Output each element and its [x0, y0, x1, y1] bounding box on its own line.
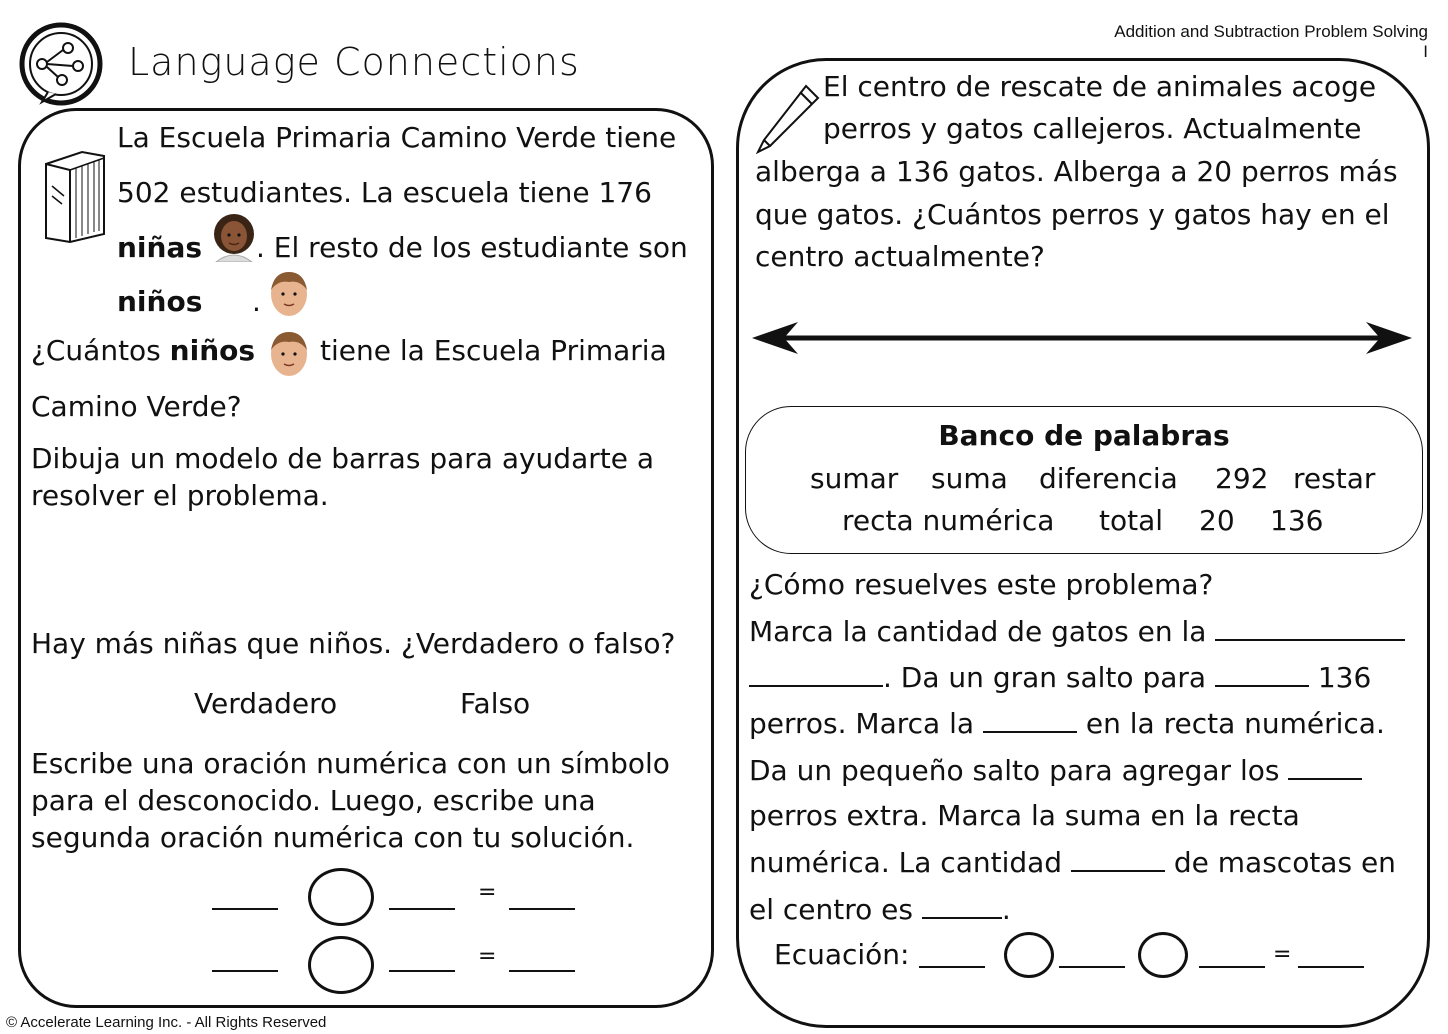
equation-1-symbol-circle[interactable]: [308, 868, 374, 926]
equation-1-blank-c[interactable]: [509, 908, 575, 910]
boy-icon-question: [266, 328, 312, 380]
equation-2-blank-a[interactable]: [212, 970, 278, 972]
equation-label: Ecuación:: [774, 938, 910, 971]
problem-line-1: La Escuela Primaria Camino Verde tiene: [117, 121, 677, 154]
word-bank-item: 292: [1215, 462, 1269, 495]
steps-line-5: perros extra. Marca la suma en la recta: [749, 799, 1300, 832]
steps-line-1: [749, 613, 1405, 650]
true-false-question: Hay más niñas que niños. ¿Verdadero o falso?: [31, 627, 676, 660]
right-problem-line-2: perros y gatos callejeros. Actualmente: [823, 112, 1362, 145]
true-option[interactable]: Verdadero: [194, 687, 338, 720]
right-equation-blank-b[interactable]: [1059, 966, 1125, 968]
problem-line-4-period: .: [252, 285, 261, 318]
how-solve-title: ¿Cómo resuelves este problema?: [749, 568, 1214, 601]
steps-line-4: [749, 752, 1362, 789]
right-problem-line-1: El centro de rescate de animales acoge: [823, 70, 1377, 103]
steps-line-2-text: . Da un gran salto para: [883, 661, 1207, 694]
word-bank-item: sumar: [810, 462, 899, 495]
right-equation-circle-2[interactable]: [1138, 932, 1188, 978]
steps-line-6: [749, 844, 1396, 881]
steps-line-1-text: Marca la cantidad de gatos en la: [749, 615, 1207, 648]
write-instruction-2: para el desconocido. Luego, escribe una: [31, 784, 596, 817]
word-bank-item: 20: [1199, 504, 1235, 537]
question-line-1-end: tiene la Escuela Primaria: [320, 334, 667, 367]
steps-line-4-text: Da un pequeño salto para agregar los: [749, 754, 1280, 787]
boy-icon: [266, 268, 312, 320]
problem-line-2: 502 estudiantes. La escuela tiene 176: [117, 176, 652, 209]
blank-1[interactable]: [1215, 613, 1405, 641]
problem-line-3: [117, 230, 202, 266]
word-bank-item: total: [1099, 504, 1164, 537]
language-connections-logo-icon: [18, 22, 104, 108]
right-problem-line-4: que gatos. ¿Cuántos perros y gatos hay en el: [755, 198, 1390, 231]
steps-line-6-text: numérica. La cantidad: [749, 846, 1063, 879]
right-equation-equals: =: [1273, 942, 1292, 967]
draw-instruction-1: Dibuja un modelo de barras para ayudarte a: [31, 442, 654, 475]
steps-line-7-text: el centro es: [749, 893, 913, 926]
steps-line-7: [749, 891, 1011, 928]
subject-header: [1114, 22, 1428, 62]
steps-line-2: [749, 659, 1371, 696]
question-start: ¿Cuántos: [31, 334, 161, 367]
equation-2-blank-c[interactable]: [509, 970, 575, 972]
blank-5[interactable]: [1288, 752, 1362, 780]
right-problem-line-3: alberga a 136 gatos. Alberga a 20 perros más: [755, 155, 1398, 188]
problem-line-3-rest: . El resto de los estudiante son: [256, 231, 688, 264]
right-equation-circle-1[interactable]: [1004, 932, 1054, 978]
book-icon: [42, 150, 108, 244]
right-problem-line-5: centro actualmente?: [755, 240, 1045, 273]
equation-2-equals: =: [478, 944, 497, 969]
word-bank-title: Banco de palabras: [938, 419, 1230, 452]
blank-2[interactable]: [749, 659, 883, 687]
false-option[interactable]: Falso: [460, 687, 531, 720]
steps-line-2-number: 136: [1317, 661, 1372, 694]
subject-title: Addition and Subtraction Problem Solving: [1114, 22, 1428, 41]
boys-word: niños: [117, 285, 203, 318]
word-bank-item: suma: [931, 462, 1008, 495]
steps-line-7-end: .: [1001, 893, 1011, 926]
question-line-1-start: [31, 333, 255, 369]
pencil-icon: [756, 82, 822, 156]
right-equation-blank-a[interactable]: [919, 966, 985, 968]
blank-7[interactable]: [922, 891, 1002, 919]
draw-instruction-2: resolver el problema.: [31, 479, 329, 512]
girl-icon: [212, 212, 256, 262]
blank-6[interactable]: [1071, 844, 1165, 872]
steps-line-3-end: en la recta numérica.: [1085, 707, 1385, 740]
word-bank-item: recta numérica: [842, 504, 1055, 537]
steps-line-3-text: perros. Marca la: [749, 707, 975, 740]
equation-1-blank-a[interactable]: [212, 908, 278, 910]
steps-line-3: [749, 705, 1385, 742]
right-equation-blank-d[interactable]: [1298, 966, 1364, 968]
right-equation-blank-c[interactable]: [1199, 966, 1265, 968]
equation-1-equals: =: [478, 880, 497, 905]
blank-4[interactable]: [983, 705, 1077, 733]
equation-2-symbol-circle[interactable]: [308, 936, 374, 994]
word-bank-item: restar: [1293, 462, 1376, 495]
blank-3[interactable]: [1215, 659, 1309, 687]
write-instruction-3: segunda oración numérica con tu solución.: [31, 821, 635, 854]
page-title: Language Connections: [128, 40, 580, 84]
equation-1-blank-b[interactable]: [389, 908, 455, 910]
word-bank-item: 136: [1270, 504, 1324, 537]
copyright-footer: © Accelerate Learning Inc. - All Rights Reserved: [6, 1014, 327, 1031]
equation-2-blank-b[interactable]: [389, 970, 455, 972]
question-boys-word: niños: [169, 334, 256, 367]
question-line-2: Camino Verde?: [31, 390, 242, 423]
word-bank-item: diferencia: [1039, 462, 1178, 495]
number-line-arrow[interactable]: [750, 318, 1414, 358]
girls-word: niñas: [117, 231, 203, 264]
problem-line-4: [117, 284, 202, 320]
write-instruction-1: Escribe una oración numérica con un símbolo: [31, 747, 670, 780]
steps-line-6-end: de mascotas en: [1173, 846, 1396, 879]
page-marker: I: [1423, 42, 1428, 61]
